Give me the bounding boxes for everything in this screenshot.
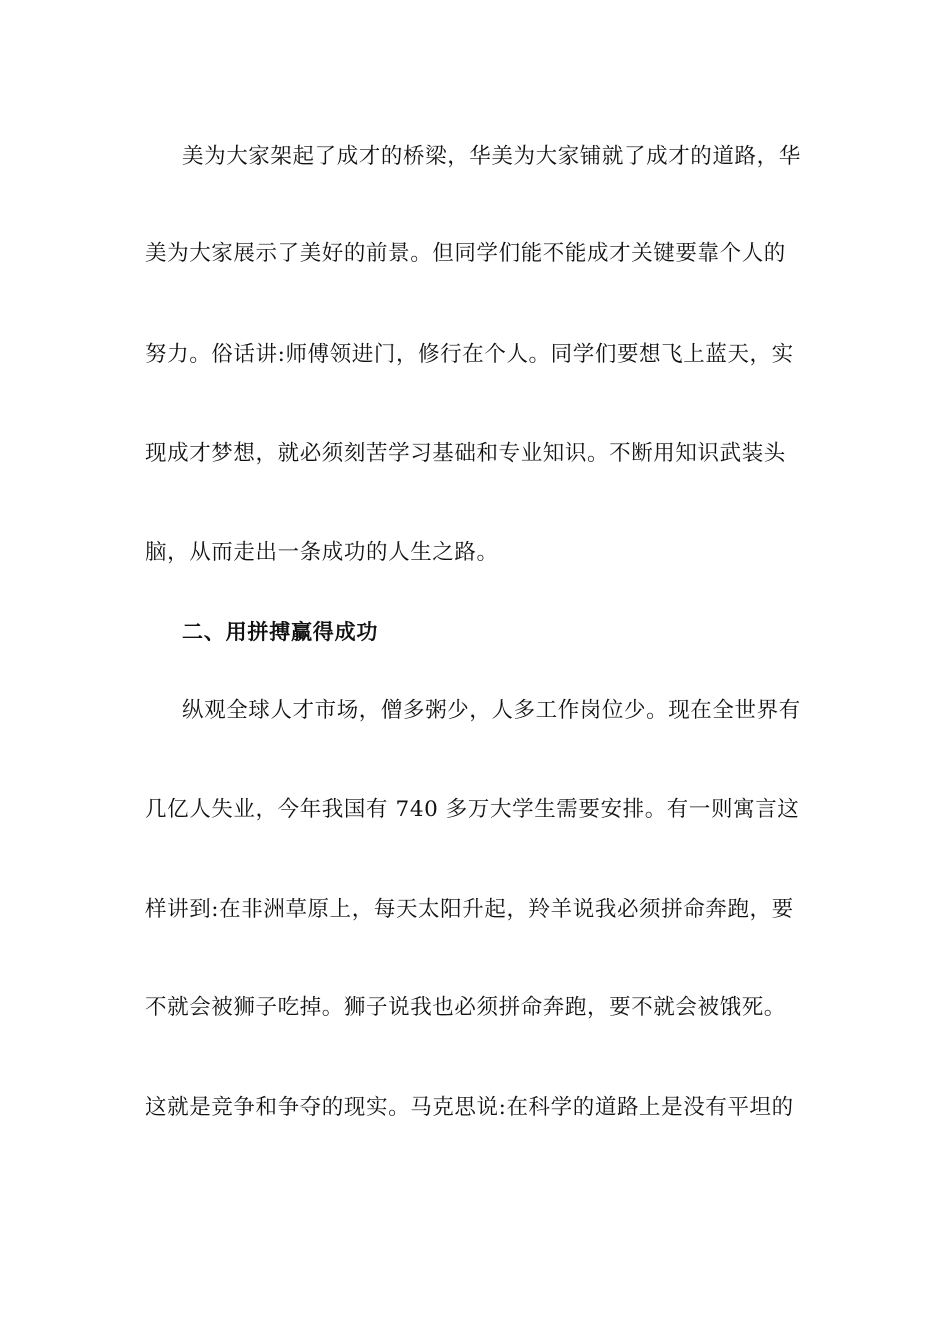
paragraph-line: 美为大家展示了美好的前景。但同学们能不能成才关键要靠个人的 — [145, 241, 786, 266]
paragraph-line: 几亿人失业，今年我国有 740 多万大学生需要安排。有一则寓言这 — [145, 797, 800, 822]
section-heading: 二、用拼搏赢得成功 — [182, 620, 379, 644]
paragraph-line: 脑，从而走出一条成功的人生之路。 — [145, 540, 499, 565]
paragraph-line: 不就会被狮子吃掉。狮子说我也必须拼命奔跑，要不就会被饿死。 — [145, 995, 786, 1020]
paragraph-line: 这就是竞争和争夺的现实。马克思说:在科学的道路上是没有平坦的 — [145, 1095, 794, 1120]
paragraph-line: 现成才梦想，就必须刻苦学习基础和专业知识。不断用知识武装头 — [145, 441, 786, 466]
paragraph-line: 美为大家架起了成才的桥梁，华美为大家铺就了成才的道路，华 — [182, 144, 801, 169]
paragraph-line: 样讲到:在非洲草原上，每天太阳升起，羚羊说我必须拼命奔跑，要 — [145, 897, 794, 922]
paragraph-line: 纵观全球人才市场，僧多粥少，人多工作岗位少。现在全世界有 — [182, 698, 801, 723]
paragraph-line: 努力。俗话讲:师傅领进门，修行在个人。同学们要想飞上蓝天，实 — [145, 342, 794, 367]
